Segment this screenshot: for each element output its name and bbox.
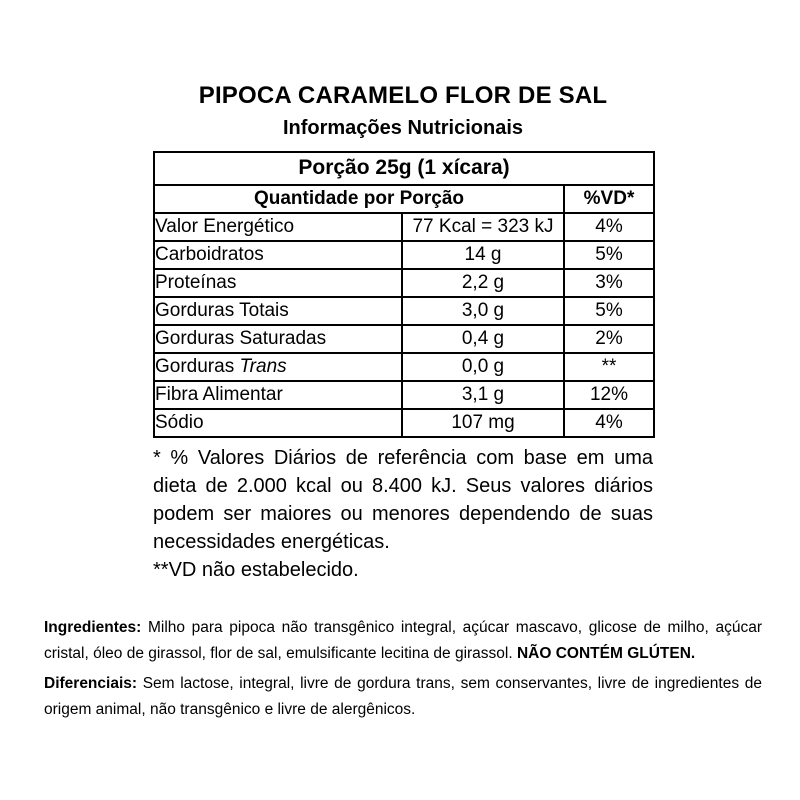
ingredients-paragraph <box>44 615 762 667</box>
table-row <box>154 269 654 297</box>
nutrient-vd: 5% <box>564 241 654 269</box>
product-title: PIPOCA CARAMELO FLOR DE SAL <box>198 82 608 109</box>
differentials-label: Diferenciais: <box>44 675 138 692</box>
info-paragraphs <box>44 615 762 723</box>
table-row <box>154 297 654 325</box>
nutrient-vd: 4% <box>564 213 654 241</box>
nutrient-name: Proteínas <box>154 269 402 297</box>
nutrient-name: Gorduras Totais <box>154 297 402 325</box>
vd-not-established-note: **VD não estabelecido. <box>153 559 359 581</box>
nutrient-vd: 4% <box>564 409 654 437</box>
table-row <box>154 353 654 381</box>
nutrient-name: Gorduras Trans <box>154 353 402 381</box>
nutrient-vd: 3% <box>564 269 654 297</box>
portion-header-row <box>154 152 654 185</box>
gluten-free-statement: NÃO CONTÉM GLÚTEN. <box>516 645 696 662</box>
nutrient-vd: 5% <box>564 297 654 325</box>
table-row <box>154 381 654 409</box>
column-header-row <box>154 185 654 213</box>
nutrient-value: 77 Kcal = 323 kJ <box>402 213 564 241</box>
label-block <box>153 0 653 584</box>
table-row <box>154 409 654 437</box>
nutrient-value: 3,1 g <box>402 381 564 409</box>
daily-values-footnote: * % Valores Diários de referência com base em uma dieta de 2.000 kcal ou 8.400 kJ. Seus valores diários podem ser maiores ou menores dependendo de suas necessidades energéticas. <box>153 447 653 553</box>
nutrition-table-body <box>154 213 654 437</box>
nutrient-value: 0,4 g <box>402 325 564 353</box>
nutrient-value: 2,2 g <box>402 269 564 297</box>
ingredients-text: Milho para pipoca não transgênico integral, açúcar mascavo, glicose de milho, açúcar cristal, óleo de girassol, flor de sal, emulsificante lecitina de girassol. <box>44 619 762 662</box>
table-row <box>154 213 654 241</box>
nutrient-value: 0,0 g <box>402 353 564 381</box>
nutrient-name: Sódio <box>154 409 402 437</box>
table-row <box>154 241 654 269</box>
portion-header: Porção 25g (1 xícara) <box>154 152 654 185</box>
nutrient-value: 3,0 g <box>402 297 564 325</box>
nutrient-name: Valor Energético <box>154 213 402 241</box>
nutrient-value: 14 g <box>402 241 564 269</box>
table-row <box>154 325 654 353</box>
differentials-paragraph <box>44 671 762 723</box>
quantity-per-portion-header: Quantidade por Porção <box>154 185 564 213</box>
nutrient-name: Fibra Alimentar <box>154 381 402 409</box>
differentials-text: Sem lactose, integral, livre de gordura trans, sem conservantes, livre de ingredientes de origem animal, não transgênico e livre de alergênicos. <box>44 675 762 718</box>
nutrient-value: 107 mg <box>402 409 564 437</box>
nutrient-vd: 12% <box>564 381 654 409</box>
nutrition-info-heading: Informações Nutricionais <box>282 117 524 139</box>
nutrient-vd: 2% <box>564 325 654 353</box>
ingredients-label: Ingredientes: <box>44 619 142 636</box>
nutrient-name: Gorduras Saturadas <box>154 325 402 353</box>
vd-header: %VD* <box>564 185 654 213</box>
nutrition-table <box>153 151 655 438</box>
nutrient-name: Carboidratos <box>154 241 402 269</box>
nutrient-vd: ** <box>564 353 654 381</box>
